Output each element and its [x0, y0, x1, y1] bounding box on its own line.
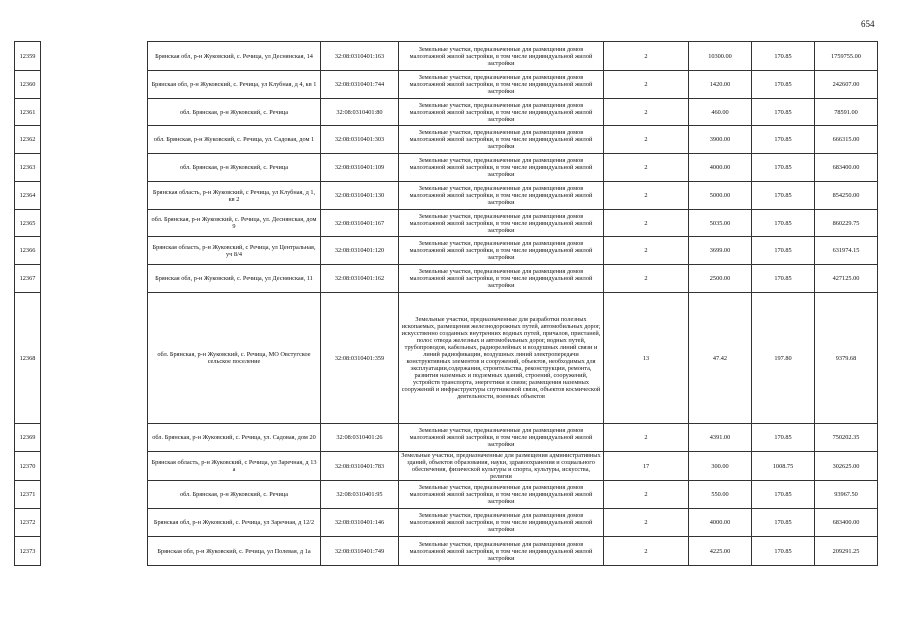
land-use-cell: Земельные участки, предназначенные для размещения домов малоэтажной жилой застройки, в том числе индивидуальной жилой застройки — [399, 42, 604, 71]
address-cell: Брянская обл, р-н Жуковский, с. Речица, ул Клубная, д 4, кв 1 — [148, 71, 321, 99]
row-id: 12364 — [15, 182, 41, 210]
use-code-cell: 2 — [604, 509, 689, 537]
unit-value-cell: 170.85 — [752, 265, 815, 293]
cadastral-value-cell: 750202.35 — [815, 424, 878, 452]
area-cell: 4000.00 — [689, 509, 752, 537]
cadastral-number-cell: 32:08:0310401:162 — [321, 265, 399, 293]
cadastral-number-cell: 32:08:0310401:109 — [321, 154, 399, 182]
table-row — [15, 293, 878, 424]
row-id: 12366 — [15, 237, 41, 265]
table-row — [15, 481, 878, 509]
spacer-cell — [41, 237, 148, 265]
table-row — [15, 71, 878, 99]
area-cell: 4225.00 — [689, 537, 752, 566]
spacer-cell — [41, 293, 148, 424]
cadastral-value-cell: 302625.00 — [815, 452, 878, 481]
cadastral-number-cell: 32:08:0310401:167 — [321, 210, 399, 237]
area-cell: 300.00 — [689, 452, 752, 481]
cadastral-value-cell: 683400.00 — [815, 154, 878, 182]
land-use-cell: Земельные участки, предназначенные для размещения домов малоэтажной жилой застройки, в том числе индивидуальной жилой застройки — [399, 481, 604, 509]
unit-value-cell: 170.85 — [752, 481, 815, 509]
row-id: 12368 — [15, 293, 41, 424]
use-code-cell: 2 — [604, 424, 689, 452]
use-code-cell: 2 — [604, 265, 689, 293]
area-cell: 10300.00 — [689, 42, 752, 71]
use-code-cell: 2 — [604, 537, 689, 566]
use-code-cell: 2 — [604, 481, 689, 509]
row-id: 12370 — [15, 452, 41, 481]
row-id: 12359 — [15, 42, 41, 71]
table-row — [15, 509, 878, 537]
cadastral-value-cell: 860229.75 — [815, 210, 878, 237]
land-use-cell: Земельные участки, предназначенные для размещения домов малоэтажной жилой застройки, в том числе индивидуальной жилой застройки — [399, 509, 604, 537]
unit-value-cell: 170.85 — [752, 210, 815, 237]
unit-value-cell: 170.85 — [752, 509, 815, 537]
spacer-cell — [41, 452, 148, 481]
row-id: 12372 — [15, 509, 41, 537]
land-use-cell: Земельные участки, предназначенные для размещения домов малоэтажной жилой застройки, в том числе индивидуальной жилой застройки — [399, 99, 604, 126]
table-row — [15, 182, 878, 210]
cadastral-number-cell: 32:08:0310401:163 — [321, 42, 399, 71]
land-use-cell: Земельные участки, предназначенные для размещения домов малоэтажной жилой застройки, в том числе индивидуальной жилой застройки — [399, 182, 604, 210]
table-row — [15, 210, 878, 237]
unit-value-cell: 1008.75 — [752, 452, 815, 481]
cadastral-number-cell: 32:08:0310401:359 — [321, 293, 399, 424]
address-cell: обл. Брянская, р-н Жуковский, с. Речица, ул. Садовая, дом 20 — [148, 424, 321, 452]
address-cell: обл. Брянская, р-н Жуковский, с. Речица — [148, 481, 321, 509]
area-cell: 5000.00 — [689, 182, 752, 210]
use-code-cell: 2 — [604, 42, 689, 71]
unit-value-cell: 170.85 — [752, 537, 815, 566]
spacer-cell — [41, 182, 148, 210]
spacer-cell — [41, 424, 148, 452]
cadastral-number-cell: 32:08:0310401:26 — [321, 424, 399, 452]
unit-value-cell: 170.85 — [752, 154, 815, 182]
unit-value-cell: 170.85 — [752, 42, 815, 71]
area-cell: 550.00 — [689, 481, 752, 509]
spacer-cell — [41, 42, 148, 71]
address-cell: обл. Брянская, р-н Жуковский, с. Речица, ул. Садовая, дом 1 — [148, 126, 321, 154]
area-cell: 47.42 — [689, 293, 752, 424]
cadastral-value-cell: 683400.00 — [815, 509, 878, 537]
cadastral-value-cell: 9379.68 — [815, 293, 878, 424]
use-code-cell: 2 — [604, 210, 689, 237]
address-cell: обл. Брянская, р-н Жуковский, с. Речица, ул. Деснянская, дом 9 — [148, 210, 321, 237]
row-id: 12360 — [15, 71, 41, 99]
land-use-cell: Земельные участки, предназначенные для размещения административных зданий, объектов образования, науки, здравоохранения и социального обеспечения, физической культуры и спорта, культуры, искусства, религии — [399, 452, 604, 481]
address-cell: Брянская область, р-н Жуковский, с Речица, ул Заречная, д 13 а — [148, 452, 321, 481]
row-id: 12361 — [15, 99, 41, 126]
land-use-cell: Земельные участки, предназначенные для размещения домов малоэтажной жилой застройки, в том числе индивидуальной жилой застройки — [399, 71, 604, 99]
cadastral-number-cell: 32:08:0310401:95 — [321, 481, 399, 509]
area-cell: 4000.00 — [689, 154, 752, 182]
cadastral-number-cell: 32:08:0310401:303 — [321, 126, 399, 154]
unit-value-cell: 170.85 — [752, 71, 815, 99]
cadastral-value-cell: 93967.50 — [815, 481, 878, 509]
cadastral-value-cell: 242607.00 — [815, 71, 878, 99]
cadastral-number-cell: 32:08:0310401:130 — [321, 182, 399, 210]
row-id: 12369 — [15, 424, 41, 452]
page-number: 654 — [861, 19, 875, 29]
table-body — [15, 42, 878, 566]
use-code-cell: 2 — [604, 126, 689, 154]
row-id: 12371 — [15, 481, 41, 509]
land-use-cell: Земельные участки, предназначенные для размещения домов малоэтажной жилой застройки, в том числе индивидуальной жилой застройки — [399, 210, 604, 237]
area-cell: 460.00 — [689, 99, 752, 126]
address-cell: Брянская обл, р-н Жуковский, с. Речица, ул Полевая, д 1а — [148, 537, 321, 566]
unit-value-cell: 170.85 — [752, 237, 815, 265]
spacer-cell — [41, 154, 148, 182]
unit-value-cell: 170.85 — [752, 99, 815, 126]
cadastral-number-cell: 32:08:0310401:80 — [321, 99, 399, 126]
land-use-cell: Земельные участки, предназначенные для размещения домов малоэтажной жилой застройки, в том числе индивидуальной жилой застройки — [399, 424, 604, 452]
land-use-cell: Земельные участки, предназначенные для размещения домов малоэтажной жилой застройки, в том числе индивидуальной жилой застройки — [399, 265, 604, 293]
cadastral-value-cell: 1759755.00 — [815, 42, 878, 71]
table-row — [15, 265, 878, 293]
address-cell: Брянская область, р-н Жуковский, с Речица, ул Клубная, д 1, кв 2 — [148, 182, 321, 210]
area-cell: 3900.00 — [689, 126, 752, 154]
row-id: 12365 — [15, 210, 41, 237]
land-use-cell: Земельные участки, предназначенные для разработки полезных ископаемых, размещения железнодорожных путей, автомобильных дорог, искусственно созданных внутренних водных путей, причалов, пристаней, полос отвода железных и автомобильных дорог, водных путей, трубопроводов, кабельных, радиорелейных и воздушных линий связи и линий радиофикации, воздушных линий электропередачи конструктивных элементов и сооружений, объектов, необходимых для эксплуатации,содержания, строительства, реконструкции, ремонта, развития наземных и подземных зданий, строений, сооружений, устройств транспорта, энергетики и связи; размещения наземных сооружений и инфраструктуры спутниковой связи, объектов космической деятельности, военных объектов — [399, 293, 604, 424]
unit-value-cell: 197.80 — [752, 293, 815, 424]
table-row — [15, 154, 878, 182]
table-row — [15, 537, 878, 566]
cadastral-value-cell: 209291.25 — [815, 537, 878, 566]
cadastral-value-cell: 854250.00 — [815, 182, 878, 210]
table-row — [15, 424, 878, 452]
use-code-cell: 2 — [604, 99, 689, 126]
table-row — [15, 452, 878, 481]
address-cell: обл. Брянская, р-н Жуковский, с. Речица, МО Овстугское сельское поселение — [148, 293, 321, 424]
unit-value-cell: 170.85 — [752, 182, 815, 210]
table-row — [15, 237, 878, 265]
land-use-cell: Земельные участки, предназначенные для размещения домов малоэтажной жилой застройки, в том числе индивидуальной жилой застройки — [399, 237, 604, 265]
area-cell: 4391.00 — [689, 424, 752, 452]
address-cell: обл. Брянская, р-н Жуковский, с. Речица — [148, 154, 321, 182]
area-cell: 5035.00 — [689, 210, 752, 237]
cadastral-number-cell: 32:08:0310401:783 — [321, 452, 399, 481]
row-id: 12367 — [15, 265, 41, 293]
address-cell: Брянская обл, р-н Жуковский, с. Речица, ул Заречная, д 12/2 — [148, 509, 321, 537]
spacer-cell — [41, 210, 148, 237]
cadastral-value-cell: 78591.00 — [815, 99, 878, 126]
use-code-cell: 2 — [604, 71, 689, 99]
cadastral-number-cell: 32:08:0310401:744 — [321, 71, 399, 99]
address-cell: Брянская обл, р-н Жуковский, с. Речица, ул Деснянская, 14 — [148, 42, 321, 71]
use-code-cell: 17 — [604, 452, 689, 481]
cadastral-number-cell: 32:08:0310401:749 — [321, 537, 399, 566]
spacer-cell — [41, 99, 148, 126]
cadastral-value-cell: 631974.15 — [815, 237, 878, 265]
row-id: 12373 — [15, 537, 41, 566]
use-code-cell: 2 — [604, 154, 689, 182]
row-id: 12362 — [15, 126, 41, 154]
land-use-cell: Земельные участки, предназначенные для размещения домов малоэтажной жилой застройки, в том числе индивидуальной жилой застройки — [399, 537, 604, 566]
cadastral-value-cell: 427125.00 — [815, 265, 878, 293]
spacer-cell — [41, 71, 148, 99]
cadastral-number-cell: 32:08:0310401:120 — [321, 237, 399, 265]
row-id: 12363 — [15, 154, 41, 182]
area-cell: 2500.00 — [689, 265, 752, 293]
area-cell: 1420.00 — [689, 71, 752, 99]
cadastral-value-cell: 666315.00 — [815, 126, 878, 154]
cadastral-number-cell: 32:08:0310401:146 — [321, 509, 399, 537]
area-cell: 3699.00 — [689, 237, 752, 265]
table-row — [15, 42, 878, 71]
spacer-cell — [41, 537, 148, 566]
address-cell: Брянская обл, р-н Жуковский, с. Речица, ул Деснянская, 11 — [148, 265, 321, 293]
table-row — [15, 99, 878, 126]
spacer-cell — [41, 126, 148, 154]
spacer-cell — [41, 509, 148, 537]
table-row — [15, 126, 878, 154]
address-cell: Брянская область, р-н Жуковский, с Речица, ул Центральная, уч 8/4 — [148, 237, 321, 265]
address-cell: обл. Брянская, р-н Жуковский, с. Речица — [148, 99, 321, 126]
spacer-cell — [41, 481, 148, 509]
spacer-cell — [41, 265, 148, 293]
use-code-cell: 2 — [604, 237, 689, 265]
unit-value-cell: 170.85 — [752, 126, 815, 154]
land-use-cell: Земельные участки, предназначенные для размещения домов малоэтажной жилой застройки, в том числе индивидуальной жилой застройки — [399, 154, 604, 182]
use-code-cell: 13 — [604, 293, 689, 424]
use-code-cell: 2 — [604, 182, 689, 210]
unit-value-cell: 170.85 — [752, 424, 815, 452]
cadastral-value-table — [14, 41, 878, 566]
land-use-cell: Земельные участки, предназначенные для размещения домов малоэтажной жилой застройки, в том числе индивидуальной жилой застройки — [399, 126, 604, 154]
